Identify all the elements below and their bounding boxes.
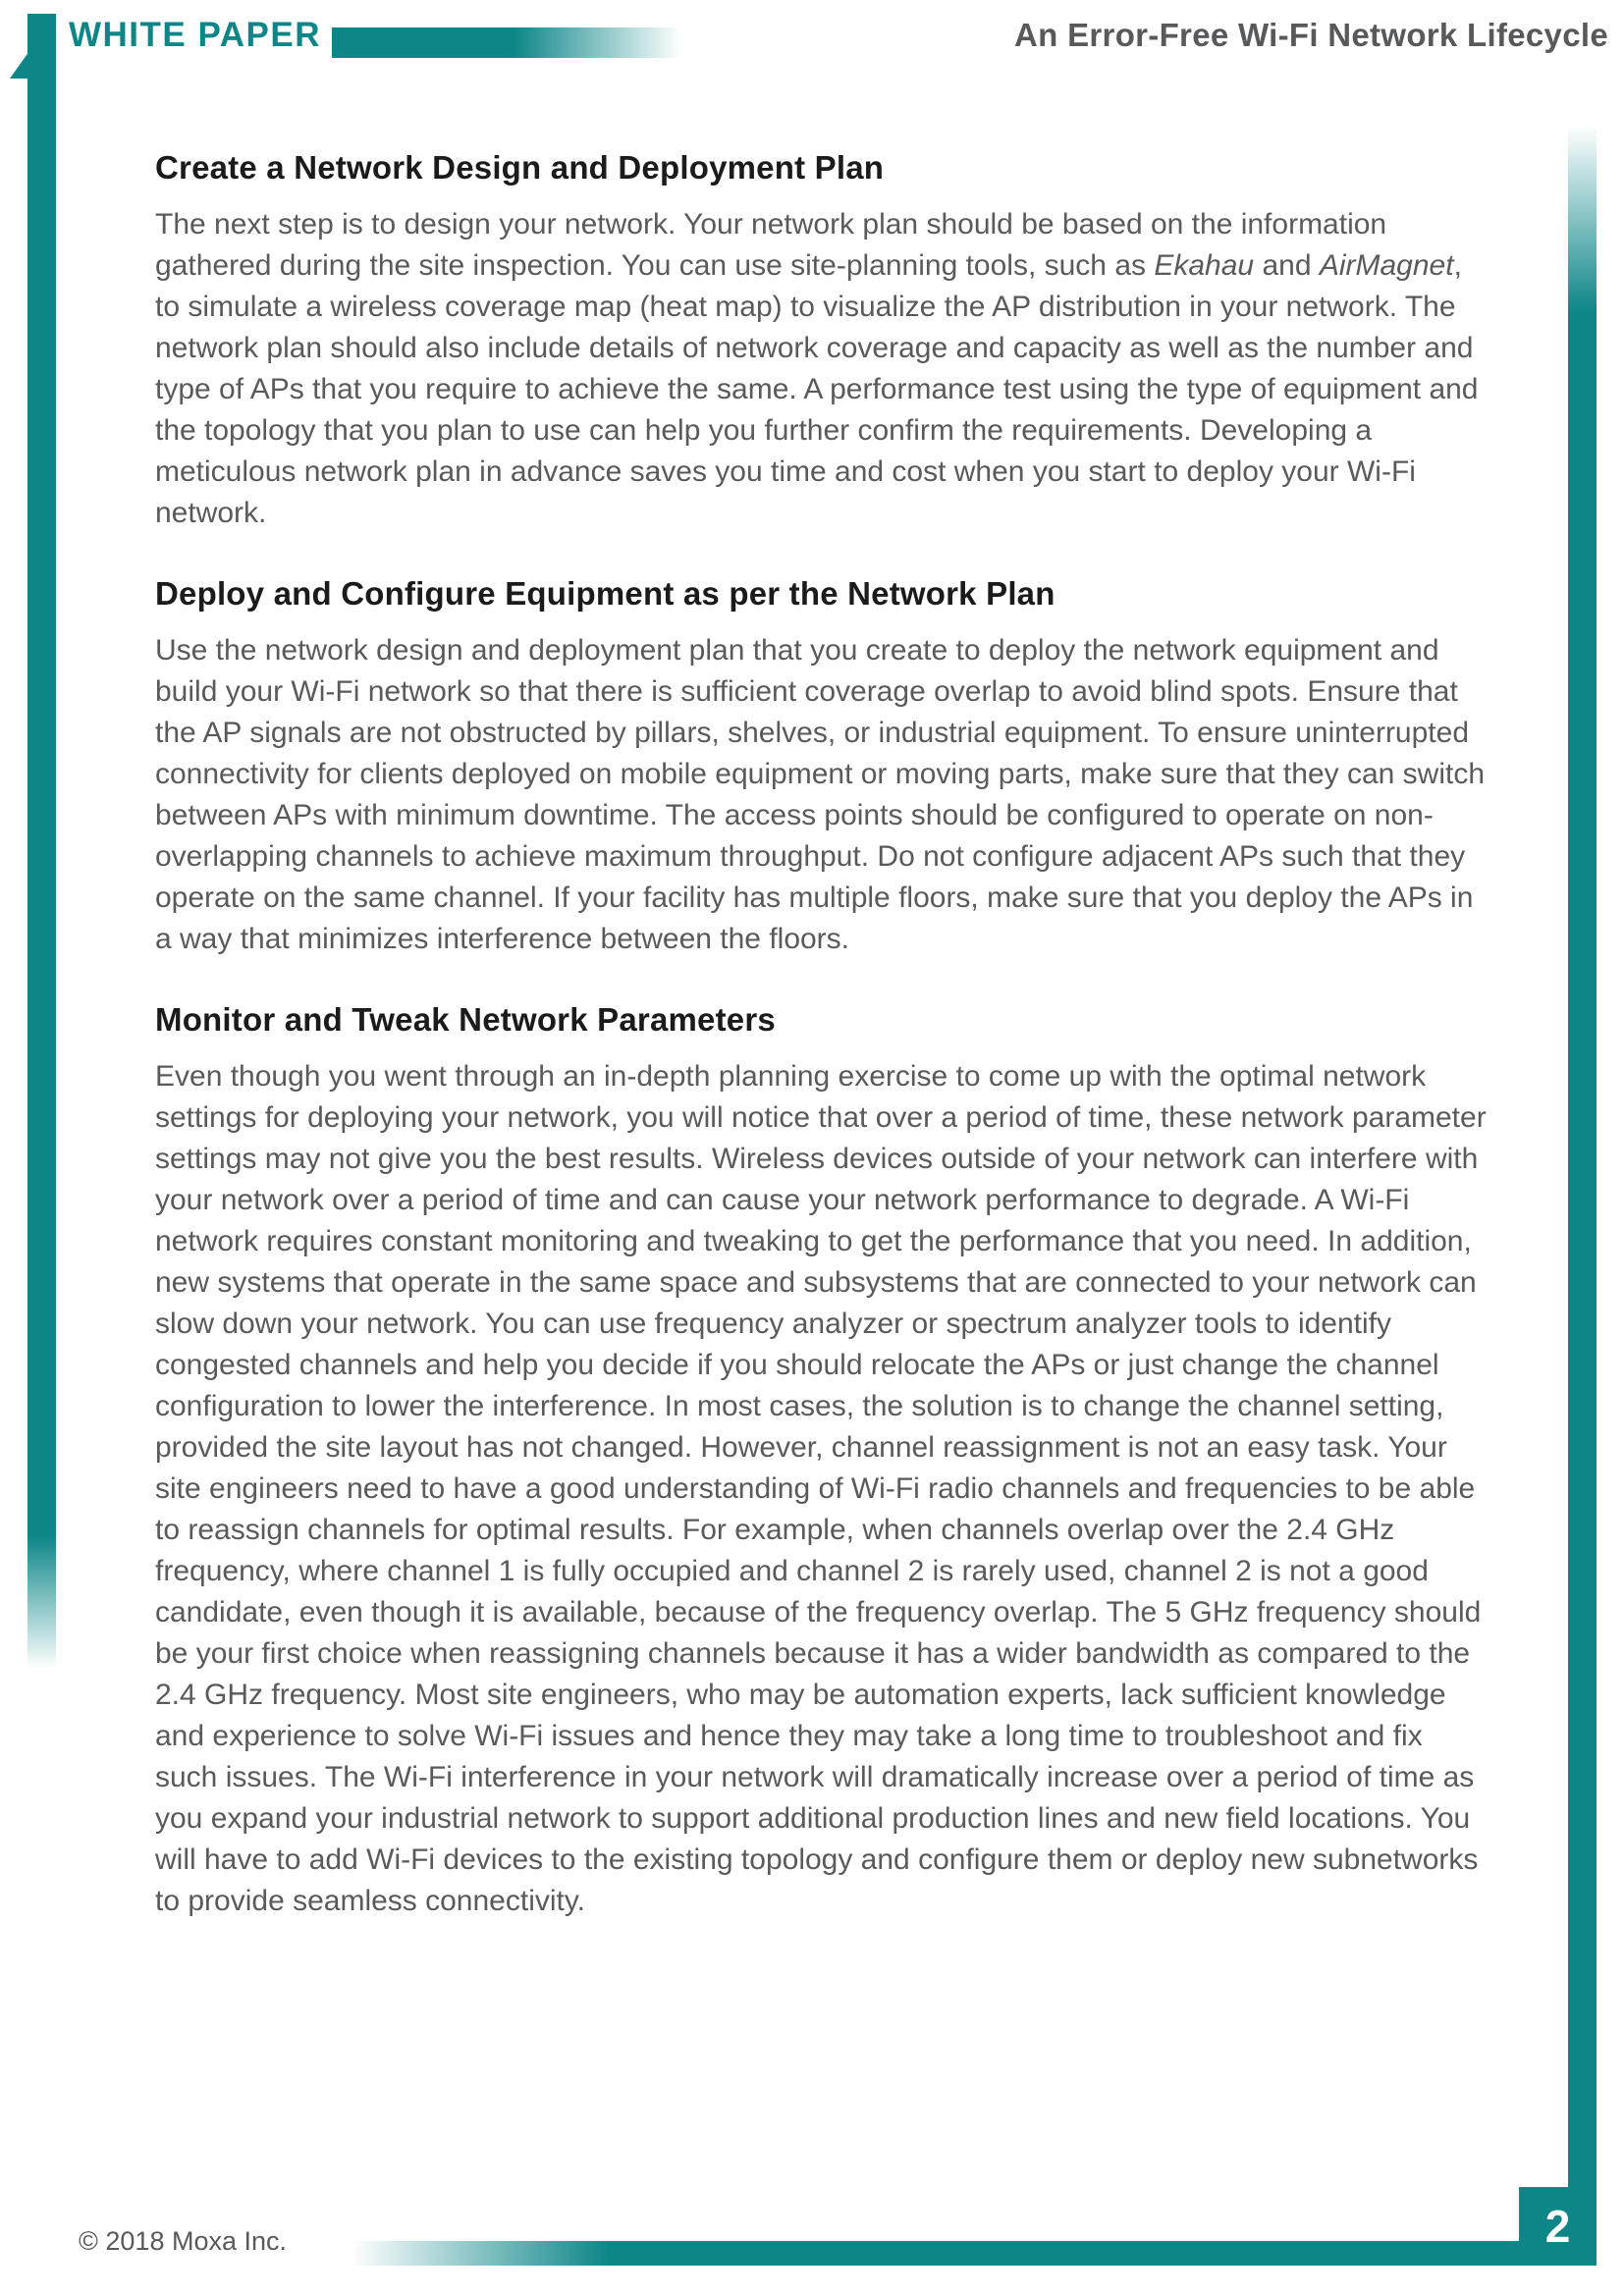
section-network-design xyxy=(155,149,1492,534)
section-paragraph xyxy=(155,204,1492,534)
section-paragraph xyxy=(155,1056,1492,1922)
section-paragraph xyxy=(155,630,1492,960)
section-heading: Monitor and Tweak Network Parameters xyxy=(155,1001,776,1038)
section-heading: Create a Network Design and Deployment Plan xyxy=(155,149,885,186)
header-gradient-bar xyxy=(332,27,681,58)
white-paper-label: WHITE PAPER xyxy=(69,16,321,54)
document-body xyxy=(155,149,1492,1922)
italic-text-run: AirMagnet xyxy=(1319,249,1454,282)
page-number: 2 xyxy=(1544,2201,1571,2252)
section-heading: Deploy and Configure Equipment as per the Network Plan xyxy=(155,575,1056,612)
text-run: , to simulate a wireless coverage map (heat map) to visualize the AP distribution in your network. The network plan should also include details of network coverage and capacity as well as the number and type of APs that you require to achieve the same. A performance test using the type of equipment and the topology that you plan to use can help you further confirm the requirements. Developing a meticulous network plan in advance saves you time and cost when you start to deploy your Wi-Fi network. xyxy=(155,249,1479,529)
document-title: An Error-Free Wi-Fi Network Lifecycle xyxy=(1014,17,1608,53)
section-deploy-configure xyxy=(155,575,1492,960)
text-run: Use the network design and deployment plan that you create to deploy the network equipment and build your Wi-Fi network so that there is sufficient coverage overlap to avoid blind spots. Ensure that the AP signals are not obstructed by pillars, shelves, or industrial equipment. To ensure uninterrupted connectivity for clients deployed on mobile equipment or moving parts, make sure that they can switch between APs with minimum downtime. The access points should be configured to operate on non-overlapping channels to achieve maximum throughput. Do not configure adjacent APs such that they operate on the same channel. If your facility has multiple floors, make sure that you deploy the APs in a way that minimizes interference between the floors. xyxy=(155,634,1486,955)
copyright-text: © 2018 Moxa Inc. xyxy=(79,2226,288,2256)
footer-gradient-bar xyxy=(352,2241,1519,2266)
page-number-box xyxy=(1519,2187,1597,2266)
text-run: Even though you went through an in-depth planning exercise to come up with the optimal network settings for deploying your network, you will notice that over a period of time, these network parameter settings may not give you the best results. Wireless devices outside of your network can interfere with your network over a period of time and can cause your network performance to degrade. A Wi-Fi network requires constant monitoring and tweaking to get the performance that you need. In addition, new systems that operate in the same space and subsystems that are connected to your network can slow down your network. You can use frequency analyzer or spectrum analyzer tools to identify congested channels and help you decide if you should relocate the APs or just change the channel configuration to lower the interference. In most cases, the solution is to change the channel setting, provided the site layout has not changed. However, channel reassignment is not an easy task. Your site engineers need to have a good understanding of Wi-Fi radio channels and frequencies to be able to reassign channels for optimal results. For example, when channels overlap over the 2.4 GHz frequency, where channel 1 is fully occupied and channel 2 is rarely used, channel 2 is not a good candidate, even though it is available, because of the frequency overlap. The 5 GHz frequency should be your first choice when reassigning channels because it has a wider bandwidth as compared to the 2.4 GHz frequency. Most site engineers, who may be automation experts, lack sufficient knowledge and experience to solve Wi-Fi issues and hence they may take a long time to troubleshoot and fix such issues. The Wi-Fi interference in your network will dramatically increase over a period of time as you expand your industrial network to support additional production lines and new field locations. You will have to add Wi-Fi devices to the existing topology and configure them or deploy new subnetworks to provide seamless connectivity. xyxy=(155,1060,1487,1917)
left-accent-bar xyxy=(0,0,69,1688)
italic-text-run: Ekahau xyxy=(1154,249,1255,282)
section-monitor-tweak xyxy=(155,1001,1492,1922)
right-accent-bar xyxy=(1568,126,1597,2191)
text-run: and xyxy=(1254,249,1320,282)
text-run: The next step is to design your network. Your network plan should be based on the information gathered during the site inspection. You can use site-planning tools, such as xyxy=(155,208,1387,282)
